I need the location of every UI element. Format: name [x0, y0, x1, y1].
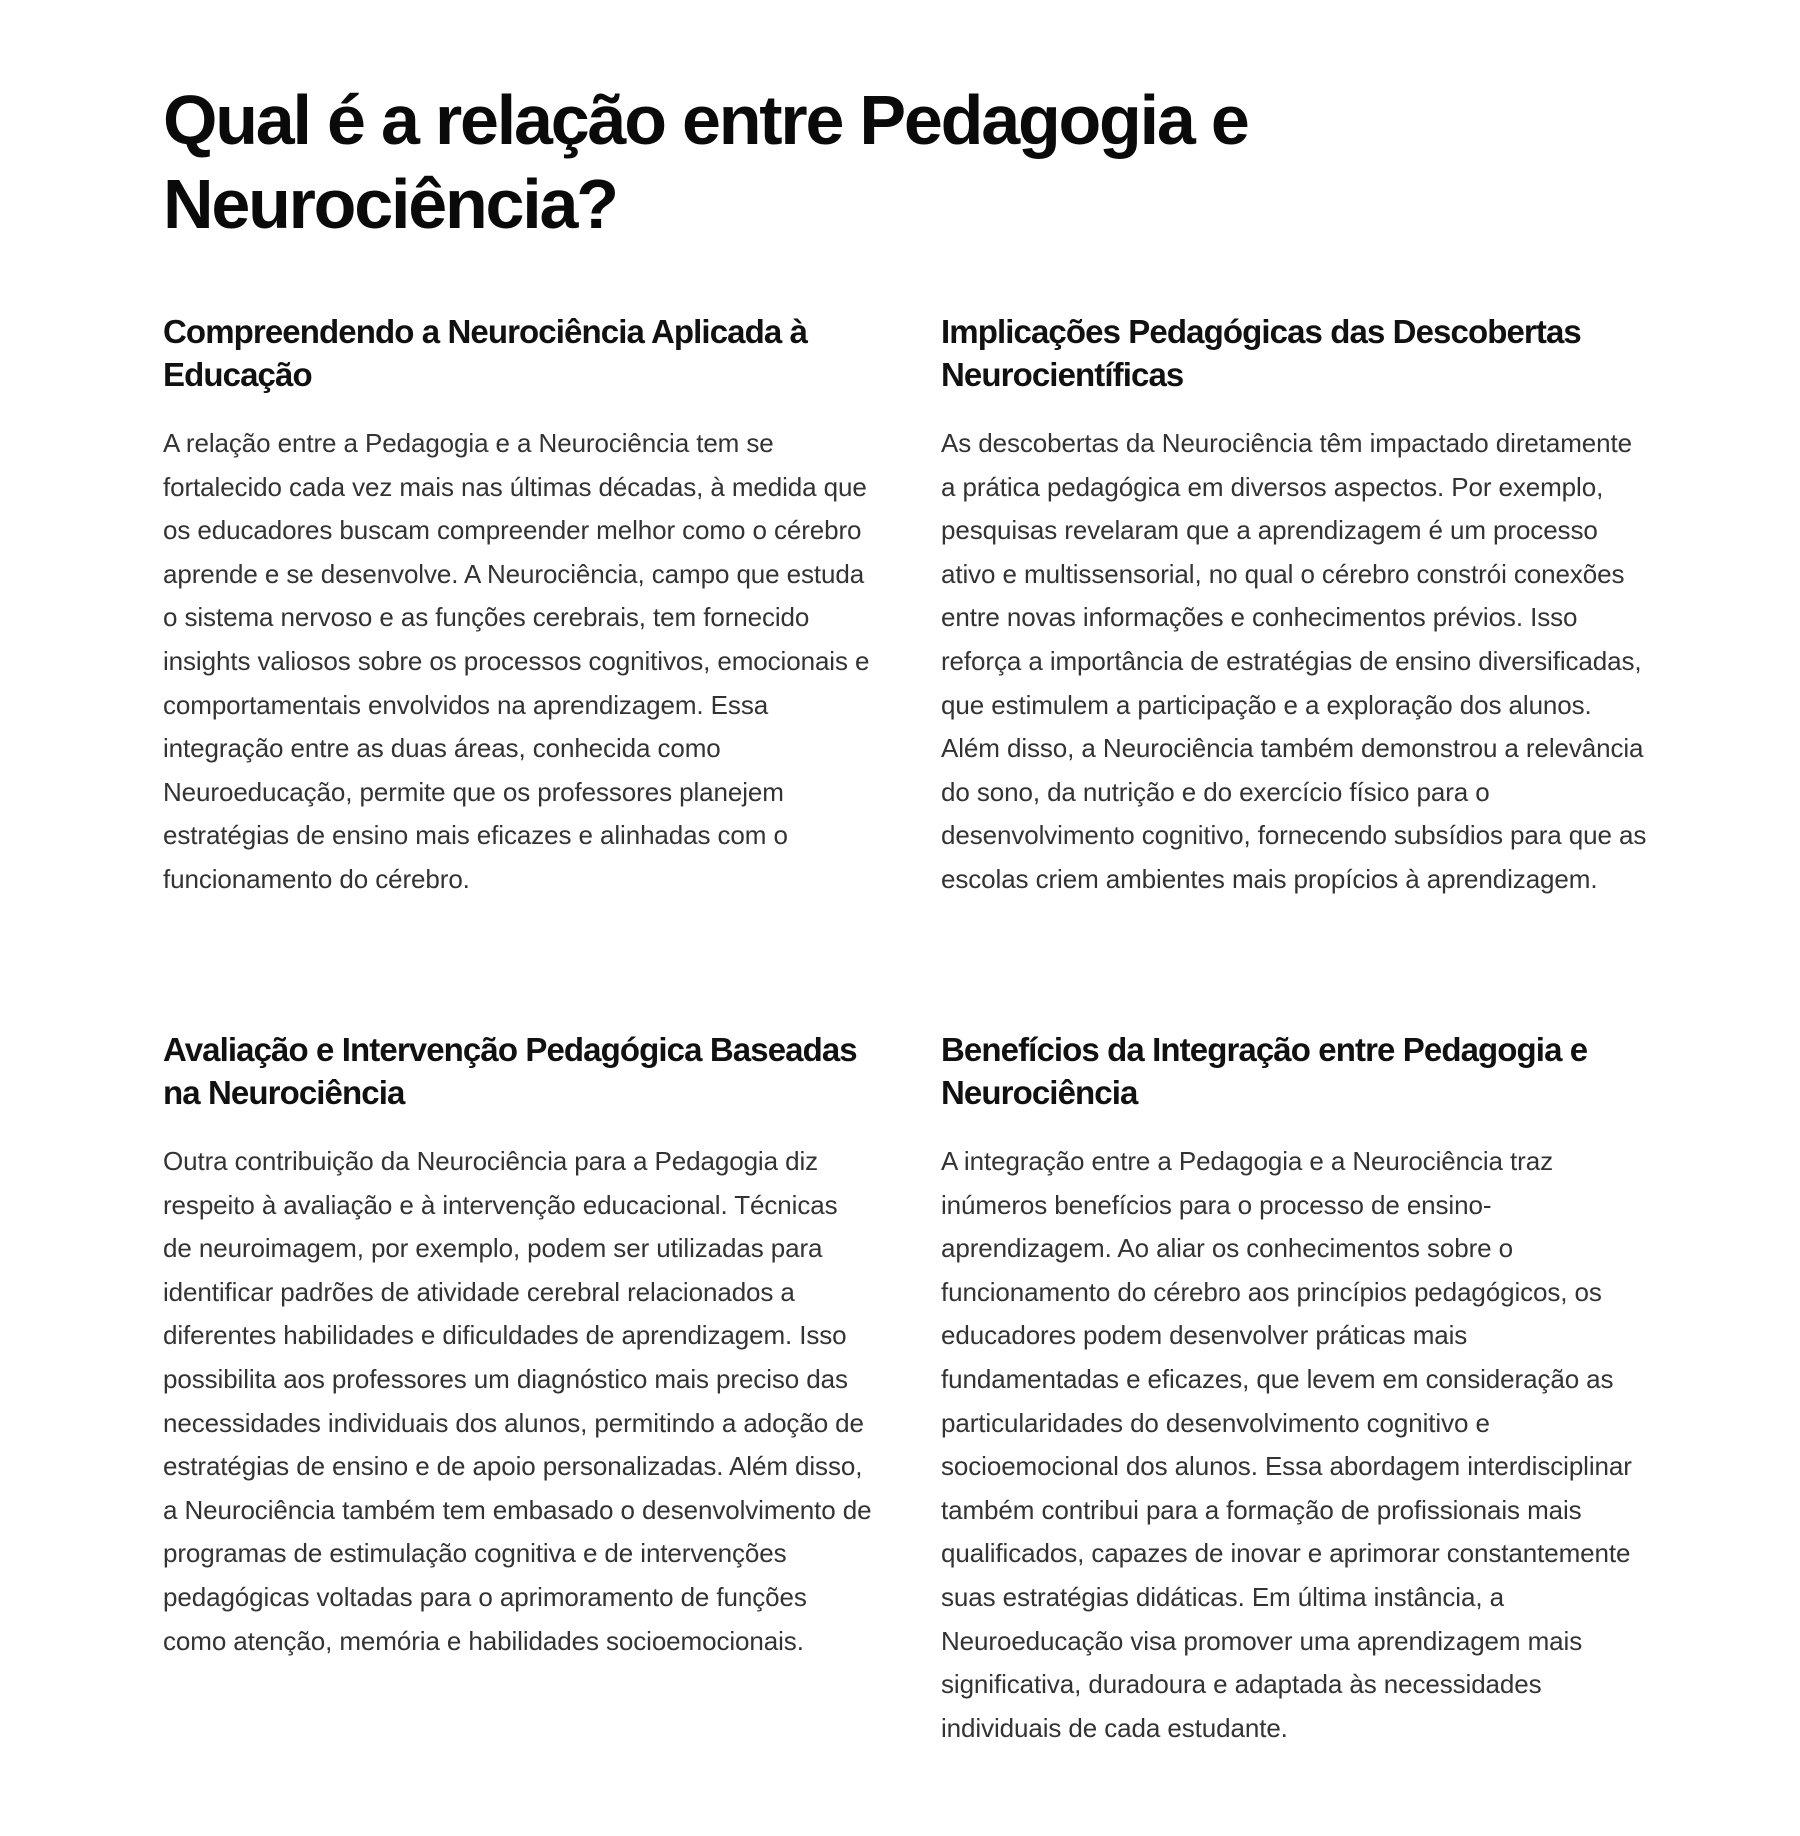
- section-heading: Implicações Pedagógicas das Descobertas Neurocientíficas: [941, 313, 1581, 393]
- sections-grid: [163, 310, 1647, 1743]
- section-neuroscience-in-education: [163, 310, 872, 1028]
- section-pedagogical-implications: [941, 310, 1650, 1028]
- section-body: A relação entre a Pedagogia e a Neurociência tem se fortalecido cada vez mais nas últimas décadas, à medida que os educadores buscam compreender melhor como o cérebro aprende e se desenvolve. A Neurociência, campo que estuda o sistema nervoso e as funções cerebrais, tem fornecido insights valiosos sobre os processos cognitivos, emocionais e comportamentais envolvidos na aprendizagem. Essa integração entre as duas áreas, conhecida como Neuroeducação, permite que os professores planejem estratégias de ensino mais eficazes e alinhadas com o funcionamento do cérebro.: [163, 428, 870, 894]
- section-body: A integração entre a Pedagogia e a Neurociência traz inúmeros benefícios para o processo de ensino-aprendizagem. Ao aliar os conhecimentos sobre o funcionamento do cérebro aos princípios pedagógicos, os educadores podem desenvolver práticas mais fundamentadas e eficazes, que levem em consideração as particularidades do desenvolvimento cognitivo e socioemocional dos alunos. Essa abordagem interdisciplinar também contribui para a formação de profissionais mais qualificados, capazes de inovar e aprimorar constantemente suas estratégias didáticas. Em última instância, a Neuroeducação visa promover uma aprendizagem mais significativa, duradoura e adaptada às necessidades individuais de cada estudante.: [941, 1146, 1632, 1743]
- section-heading: Avaliação e Intervenção Pedagógica Baseadas na Neurociência: [163, 1031, 857, 1111]
- section-body: As descobertas da Neurociência têm impactado diretamente a prática pedagógica em diversos aspectos. Por exemplo, pesquisas revelaram que a aprendizagem é um processo ativo e multissensorial, no qual o cérebro constrói conexões entre novas informações e conhecimentos prévios. Isso reforça a importância de estratégias de ensino diversificadas, que estimulem a participação e a exploração dos alunos. Além disso, a Neurociência também demonstrou a relevância do sono, da nutrição e do exercício físico para o desenvolvimento cognitivo, fornecendo subsídios para que as escolas criem ambientes mais propícios à aprendizagem.: [941, 428, 1647, 894]
- section-integration-benefits: [941, 1028, 1650, 1743]
- section-heading: Benefícios da Integração entre Pedagogia e Neurociência: [941, 1031, 1588, 1111]
- page-title: Qual é a relação entre Pedagogia e Neurociência?: [163, 81, 1248, 243]
- section-assessment-intervention: [163, 1028, 872, 1668]
- section-heading: Compreendendo a Neurociência Aplicada à Educação: [163, 313, 808, 393]
- section-body: Outra contribuição da Neurociência para a Pedagogia diz respeito à avaliação e à intervenção educacional. Técnicas de neuroimagem, por exemplo, podem ser utilizadas para identificar padrões de atividade cerebral relacionados a diferentes habilidades e dificuldades de aprendizagem. Isso possibilita aos professores um diagnóstico mais preciso das necessidades individuais dos alunos, permitindo a adoção de estratégias de ensino e de apoio personalizadas. Além disso, a Neurociência também tem embasado o desenvolvimento de programas de estimulação cognitiva e de intervenções pedagógicas voltadas para o aprimoramento de funções como atenção, memória e habilidades socioemocionais.: [163, 1146, 872, 1656]
